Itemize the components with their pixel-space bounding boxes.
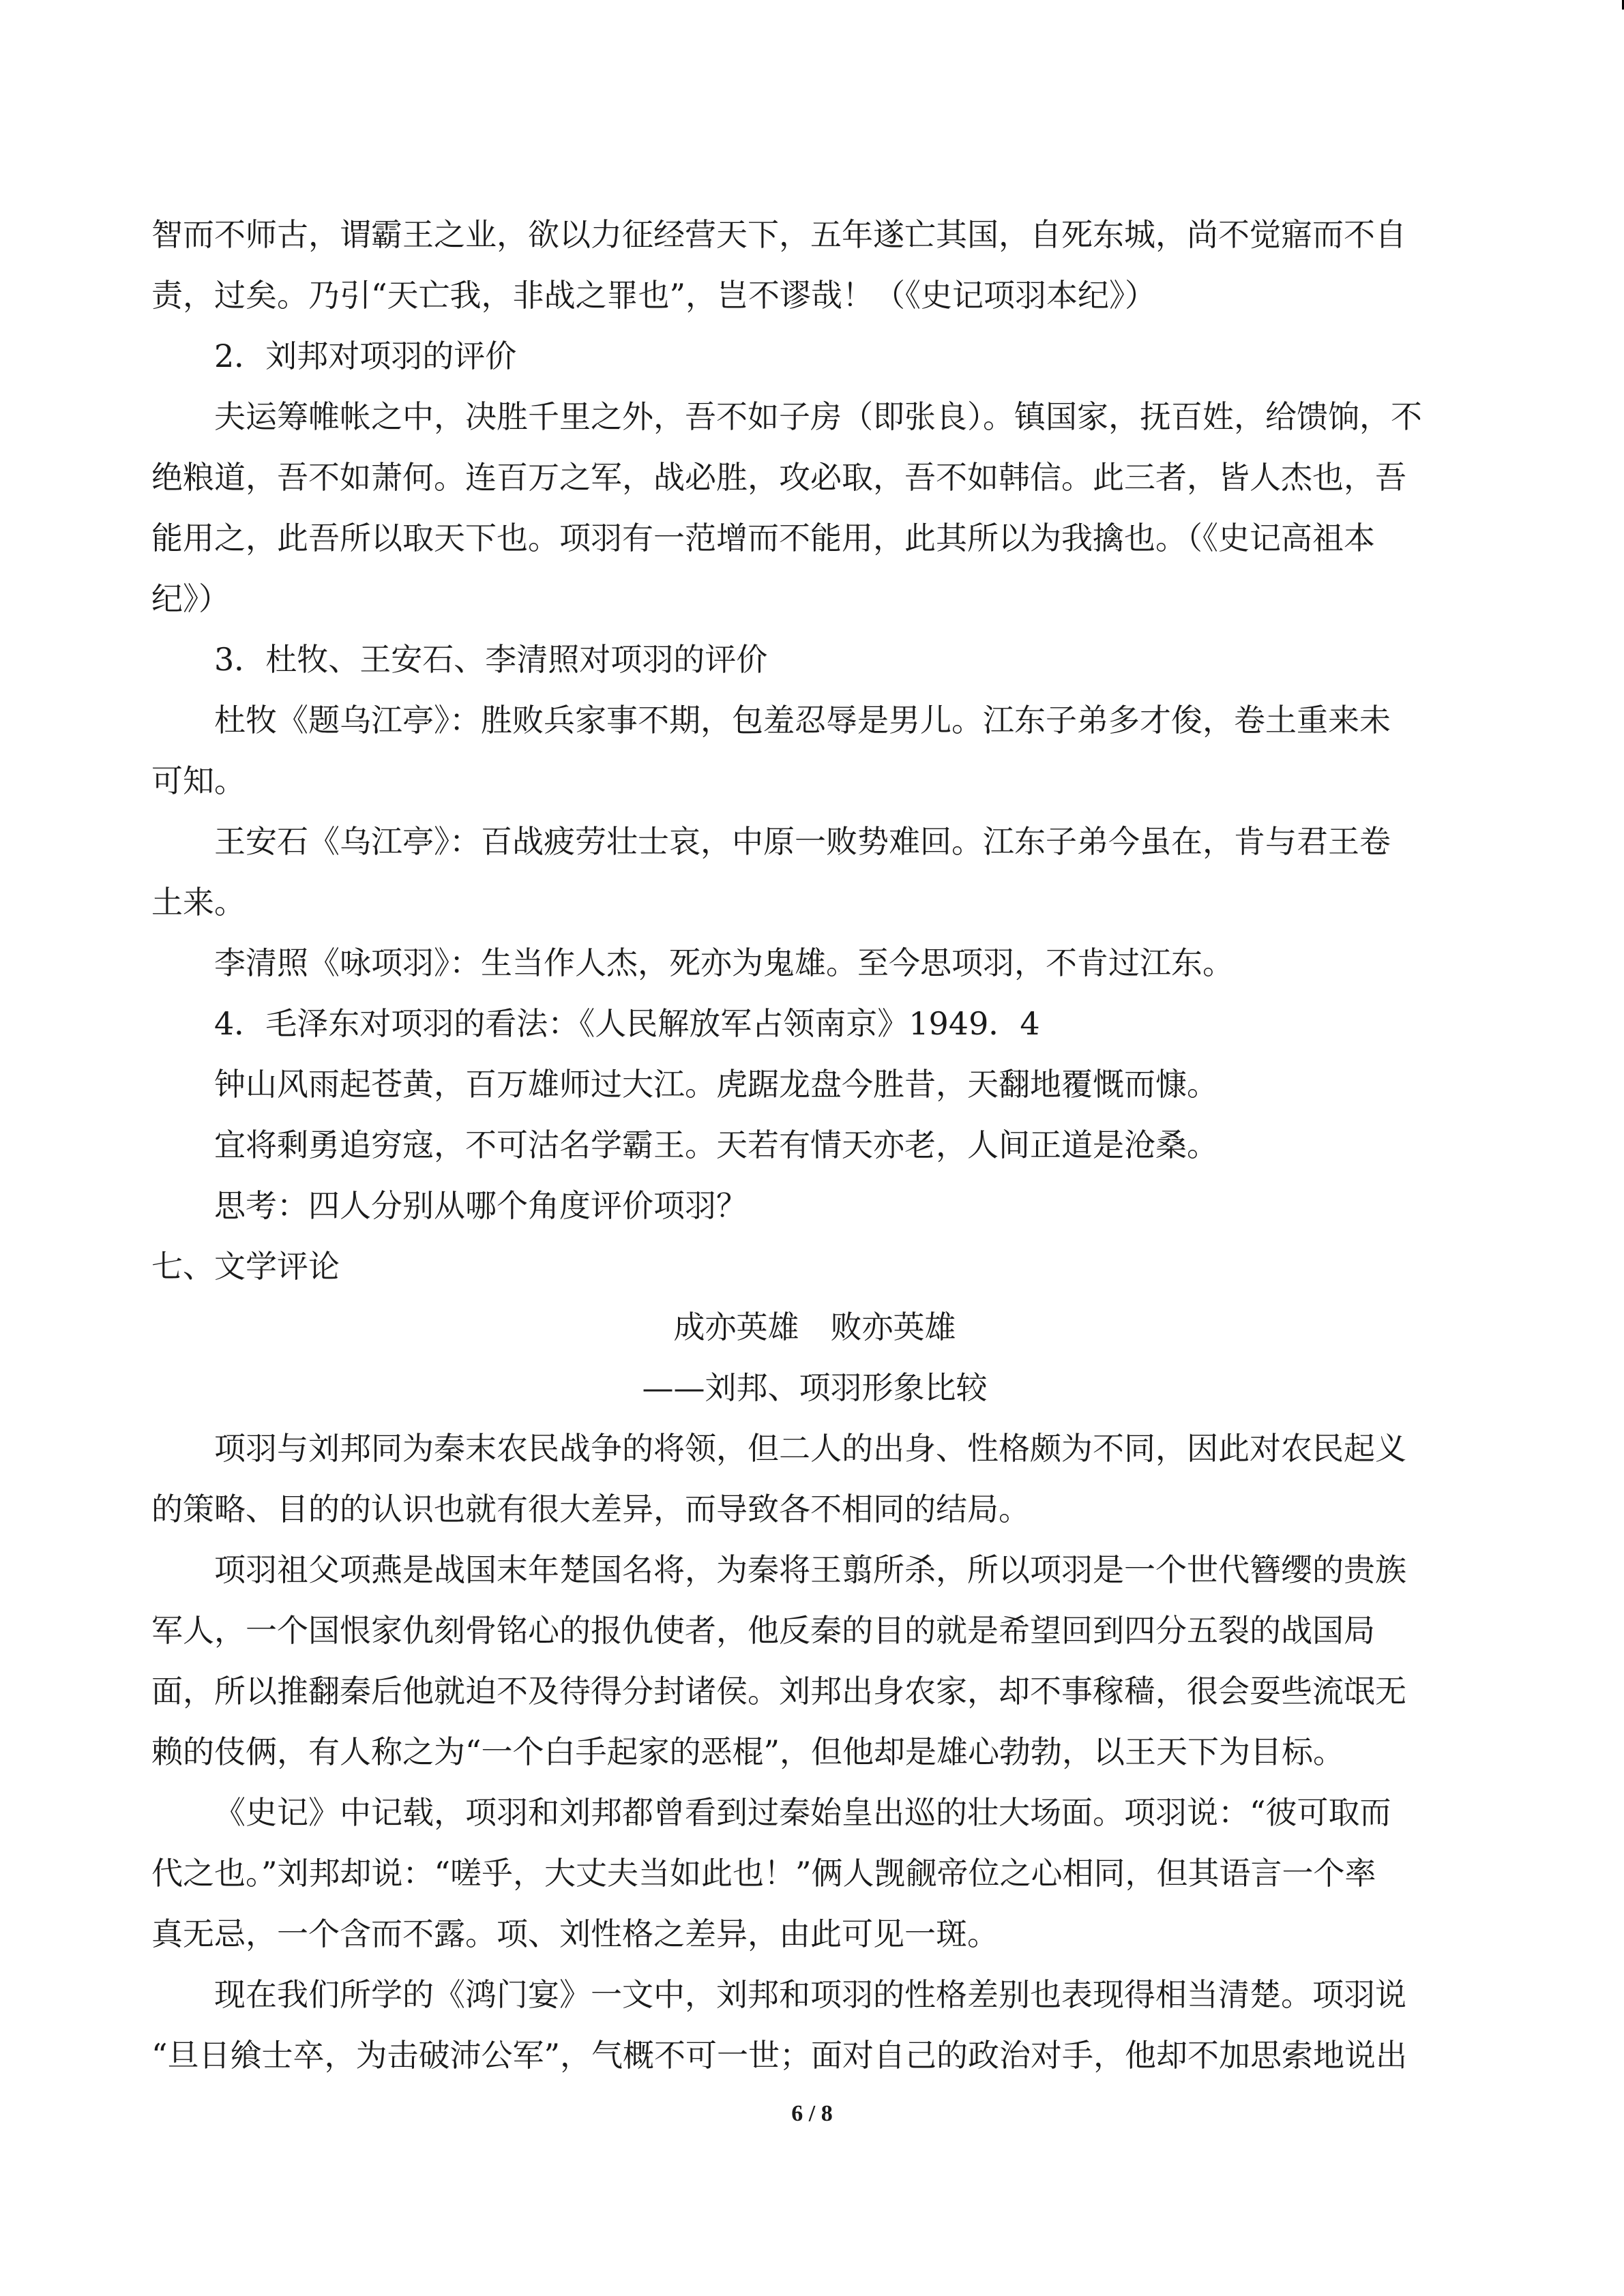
section-heading: 3．杜牧、王安石、李清照对项羽的评价 xyxy=(214,641,768,678)
text-line: 绝粮道，吾不如萧何。连百万之军，战必胜，攻必取，吾不如韩信。此三者，皆人杰也，吾 xyxy=(151,459,1406,496)
page-number: 6 / 8 xyxy=(791,2101,833,2126)
article-title: 成亦英雄 败亦英雄 xyxy=(673,1309,956,1345)
text-line: 土来。 xyxy=(151,884,246,921)
question-line: 思考：四人分别从哪个角度评价项羽？ xyxy=(214,1187,748,1224)
text-line: 纪》） xyxy=(151,580,230,617)
text-line: 现在我们所学的《鸿门宴》一文中，刘邦和项羽的性格差别也表现得相当清楚。项羽说 xyxy=(214,1976,1406,2013)
text-line: 夫运筹帷帐之中，决胜千里之外，吾不如子房（即张良）。镇国家，抚百姓，给馈饷，不 xyxy=(214,398,1422,435)
poem-line: 钟山风雨起苍黄，百万雄师过大江。虎踞龙盘今胜昔，天翻地覆慨而慷。 xyxy=(214,1066,1218,1103)
poem-line: 宜将剩勇追穷寇，不可沽名学霸王。天若有情天亦老，人间正道是沧桑。 xyxy=(214,1127,1218,1163)
text-line: 能用之，此吾所以取天下也。项羽有一范增而不能用，此其所以为我擒也。（《史记高祖本 xyxy=(151,520,1375,556)
text-line: 赖的伎俩，有人称之为“一个白手起家的恶棍”，但他却是雄心勃勃，以王天下为目标。 xyxy=(151,1733,1345,1770)
text-line: 项羽祖父项燕是战国末年楚国名将，为秦将王翦所杀，所以项羽是一个世代簪缨的贵族 xyxy=(214,1551,1406,1588)
text-line: 王安石《乌江亭》：百战疲劳壮士哀，中原一败势难回。江东子弟今虽在，肯与君王卷 xyxy=(214,823,1391,860)
text-line: 杜牧《题乌江亭》：胜败兵家事不期，包羞忍辱是男儿。江东子弟多才俊，卷土重来未 xyxy=(214,702,1391,739)
text-line: 真无忌，一个含而不露。项、刘性格之差异，由此可见一斑。 xyxy=(151,1915,999,1952)
text-line: 《史记》中记载，项羽和刘邦都曾看到过秦始皇出巡的壮大场面。项羽说：“彼可取而 xyxy=(214,1794,1391,1831)
section-heading: 七、文学评论 xyxy=(151,1248,340,1285)
text-line: 李清照《咏项羽》：生当作人杰，死亦为鬼雄。至今思项羽，不肯过江东。 xyxy=(214,944,1234,981)
section-heading: 4．毛泽东对项羽的看法：《人民解放军占领南京》1949．4 xyxy=(214,1005,1040,1042)
page-content xyxy=(151,205,1478,2086)
text-line: 责，过矣。乃引“天亡我，非战之罪也”，岂不谬哉！（《史记项羽本纪》） xyxy=(151,277,1157,314)
text-line: 军人，一个国恨家仇刻骨铭心的报仇使者，他反秦的目的就是希望回到四分五裂的战国局 xyxy=(151,1612,1375,1649)
text-line: 面，所以推翻秦后他就迫不及待得分封诸侯。刘邦出身农家，却不事稼穑，很会耍些流氓无 xyxy=(151,1673,1406,1710)
article-subtitle: ——刘邦、项羽形象比较 xyxy=(642,1369,988,1406)
text-line: 可知。 xyxy=(151,762,246,799)
text-line: 智而不师古，谓霸王之业，欲以力征经营天下，五年遂亡其国，自死东城，尚不觉寤而不自 xyxy=(151,216,1406,253)
section-heading: 2．刘邦对项羽的评价 xyxy=(214,338,517,374)
text-line: 的策略、目的的认识也就有很大差异，而导致各不相同的结局。 xyxy=(151,1491,1030,1527)
text-line: “旦日飨士卒，为击破沛公军”，气概不可一世；面对自己的政治对手，他却不加思索地说出 xyxy=(151,2037,1408,2074)
text-line: 代之也。”刘邦却说：“嗟乎，大丈夫当如此也！”俩人觊觎帝位之心相同，但其语言一个率 xyxy=(151,1855,1376,1892)
text-line: 项羽与刘邦同为秦末农民战争的将领，但二人的出身、性格颇为不同，因此对农民起义 xyxy=(214,1430,1406,1467)
